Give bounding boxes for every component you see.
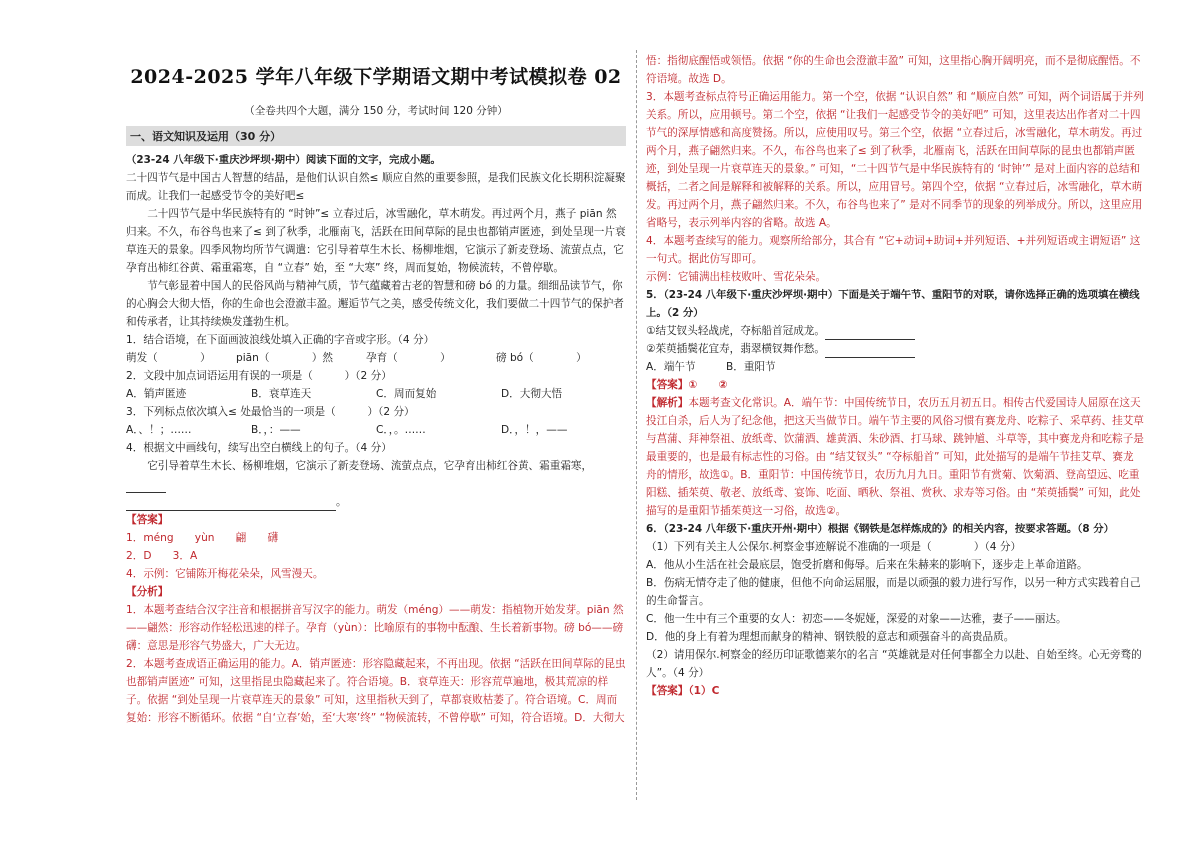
answer-label: 【答案】	[126, 514, 169, 526]
q3-option[interactable]: A．、！；……	[126, 424, 192, 436]
question-2: 2．文段中加点词语运用有误的一项是（ ）（2 分）	[126, 370, 392, 382]
answer-line: 1．méng yùn 翩 礴	[126, 532, 279, 544]
q5-item	[646, 340, 1144, 358]
section-heading: 一、语文知识及运用（30 分）	[126, 126, 626, 146]
q6-subquestion-2: （2）请用保尔.柯察金的经历印证歌德莱尔的名言 “英雄就是对任何事都全力以赴、自始至终。心无旁骛的人”。（4 分）	[646, 649, 1142, 679]
answer-line: 4．示例：它铺陈开梅花朵朵，风雪漫天。	[126, 568, 324, 580]
question-2-options	[126, 385, 626, 403]
question-4-text	[126, 457, 626, 493]
column-divider	[636, 50, 637, 800]
q5-option[interactable]: A．端午节	[646, 361, 696, 373]
answer-line: 2．D 3．A	[126, 550, 198, 562]
analysis-paragraph: 2．本题考查成语正确运用的能力。A．销声匿迹：形容隐藏起来，不再出现。依据 “活跃在田间草际的昆虫也都销声匿迹” 可知，这里指昆虫隐藏起来了。符合语境。B．衰草连天：形容荒草遍地，极其荒凉的样子。依据 “到处呈现一片衰草连天的景象” 可知，这里指秋天到了，草都衰败枯萎了。符合语境。C．周而复始：形容不断循环。依据 “自‘立春’始，至‘大寒’终” “物候流转，不曾停歇” 可知，符合语境。D．大彻大	[126, 658, 626, 724]
answer-blank[interactable]	[126, 498, 336, 511]
q3-option[interactable]: C．，。……	[376, 424, 426, 436]
question-6: 6．（23-24 八年级下·重庆开州·期中）根据《钢铁是怎样炼成的》的相关内容，按要求答题。（8 分）	[646, 523, 1115, 535]
question-3: 3．下列标点依次填入≤ 处最恰当的一项是（ ）（2 分）	[126, 406, 415, 418]
q3-option[interactable]: B．，：——	[251, 424, 301, 436]
q5-analysis	[646, 394, 1144, 520]
answer-blank[interactable]	[825, 327, 915, 340]
q2-option[interactable]: D．大彻大悟	[501, 388, 563, 400]
question-1: 1．结合语境，在下面画波浪线处填入正确的字音或字形。（4 分）	[126, 334, 435, 346]
analysis-label: 【分析】	[126, 586, 169, 598]
q4-sentence: 它引导着草生木长、杨柳堆烟，它演示了新麦登场、流萤点点，它孕育出柿红谷黄、霜重霜寒，	[147, 460, 593, 472]
question-4-blank-line: 。	[126, 493, 626, 511]
q2-option[interactable]: C．周而复始	[376, 388, 437, 400]
question-5: 5．（23-24 八年级下·重庆沙坪坝·期中）下面是关于端午节、重阳节的对联，请你选择正确的选项填在横线上。（2 分）	[646, 289, 1140, 319]
analysis-paragraph: 3．本题考查标点符号正确运用能力。第一个空，依据 “认识自然” 和 “顺应自然” 可知，两个词语属于并列关系。所以，应用顿号。第二个空，依据 “让我们一起感受节令的美好吧” 可知，这里表达出作者对二十四节气的深厚情感和高度赞扬。所以，应使用叹号。第三个空，依据 “立春过后，冰雪融化，草木萌发。再过两个月，燕子翩然归来。不久，布谷鸟也来了≤ 到了秋季，北雁南飞，活跃在田间草际的昆虫也都销声匿迹，到处呈现一片衰草连天的景象。” 可知，“二十四节气是中华民族特有的 ‘时钟’” 是对上面内容的总结和概括，二者之间是解释和被解释的关系。所以，应用冒号。第四个空，依据 “立春过后，冰雪融化，草木萌发。再过两个月，燕子翩然归来。不久，布谷鸟也来了” 是对不同季节的现象的列举成分。所以，这里应用省略号，表示列举内容的省略。故选 A。	[646, 91, 1144, 229]
q6-answer: 【答案】（1）C	[646, 685, 720, 697]
q1-item[interactable]: 萌发（ ）	[126, 352, 211, 364]
question-3-options	[126, 421, 626, 439]
question-1-items	[126, 349, 626, 367]
passage-paragraph-1: 二十四节气是中国古人智慧的结晶，是他们认识自然≤ 顺应自然的重要参照，是我们民族文化长期积淀凝聚而成。让我们一起感受节令的美好吧≤	[126, 172, 626, 202]
q1-item[interactable]: 孕育（ ）	[366, 352, 451, 364]
q6-option[interactable]: B．伤病无情夺走了他的健康，但他不向命运屈服，而是以顽强的毅力进行写作，以另一种方式实践着自己的生命誓言。	[646, 577, 1141, 607]
q5-answer: 【答案】① ②	[646, 379, 728, 391]
analysis-paragraph: 1．本题考查结合汉字注音和根据拼音写汉字的能力。萌发（méng）——萌发：指植物开始发芽。piān 然——翩然：形容动作轻松迅速的样子。孕育（yùn）：比喻原有的事物中酝酿、生长着新事物。磅 bó——磅礴：意思是形容气势盛大，广大无边。	[126, 604, 624, 652]
q5-option[interactable]: B．重阳节	[726, 361, 776, 373]
q6-option[interactable]: D．他的身上有着为理想而献身的精神、钢铁般的意志和顽强奋斗的高贵品质。	[646, 631, 1015, 643]
page-title: 2024-2025 学年八年级下学期语文期中考试模拟卷 02	[130, 66, 622, 88]
passage-paragraph-3: 节气彰显着中国人的民俗风尚与精神气质，节气蕴藏着古老的智慧和磅 bó 的力量。细细品读节气，你的心胸会大彻大悟，你的生命也会澄澈丰盈。邂逅节气之美，感受传统文化，我们要做二十四节气的保护者和传承者，让其持续焕发蓬勃生机。	[126, 280, 624, 328]
analysis-paragraph: 示例：它铺满出桂枝败叶、雪花朵朵。	[646, 271, 827, 283]
q5-analysis-text: 本题考查文化常识。A．端午节：中国传统节日，农历五月初五日。相传古代爱国诗人屈原在这天投江自杀，后人为了纪念他，把这天当做节日。端午节主要的风俗习惯有赛龙舟、吃粽子、采草药、挂艾草与菖蒲、拜神祭祖、放纸鸢、饮蒲酒、雄黄酒、朱砂酒、打马球、跳钟馗、斗草等，其中赛龙舟和吃粽子是最重要的，也是最有标志性的习俗。由 “结艾钗头” “夺标船首” 可知，此处描写的是端午节挂艾草、赛龙舟的情形，故选①。B．重阳节：中国传统节日，农历九月九日。重阳节有赏菊、饮菊酒、登高望远、吃重阳糕、插茱萸、敬老、放纸鸢、宴饰、吃面、晒秋、祭祖、赏秋、求寿等习俗。由 “茱萸插鬓” 可知，此处描写的是重阳节插茱萸这一习俗，故选②。	[646, 397, 1144, 517]
page-subtitle: （全卷共四个大题，满分 150 分，考试时间 120 分钟）	[244, 105, 508, 117]
q5-couplet: ②茱萸插鬓花宜寿，翡翠横钗舞作愁。	[646, 343, 825, 355]
q3-option[interactable]: D．，！，——	[501, 424, 568, 436]
q5-item	[646, 322, 1144, 340]
answer-blank[interactable]	[825, 345, 915, 358]
q1-item[interactable]: 磅 bó（ ）	[496, 352, 587, 364]
analysis-continued: 悟：指彻底醒悟或领悟。依据 “你的生命也会澄澈丰盈” 可知，这里指心胸开阔明亮，而不是彻底醒悟。不符语境。故选 D。	[646, 55, 1141, 85]
question-5-options	[646, 358, 1144, 376]
q5-analysis-label: 【解析】	[646, 397, 689, 409]
left-column	[126, 60, 626, 840]
right-column	[646, 52, 1144, 842]
passage-paragraph-2: 二十四节气是中华民族特有的 “时钟”≤ 立春过后，冰雪融化，草木萌发。再过两个月，燕子 piān 然归来。不久，布谷鸟也来了≤ 到了秋季，北雁南飞，活跃在田间草际的昆虫也都销声匿迹，到处呈现一片衰草连天的景象。四季风物均所节气调遣：它引导着草生木长、杨柳堆烟，它演示了新麦登场、流萤点点，它孕育出柿红谷黄、霜重霜寒，自 “立春” 始，至 “大寒” 终，周而复始，物候流转，不曾停歇。	[126, 208, 626, 274]
question-4: 4．根据文中画线句，续写出空白横线上的句子。（4 分）	[126, 442, 392, 454]
q6-option[interactable]: A．他从小生活在社会最底层，饱受折磨和侮辱。后来在朱赫来的影响下，逐步走上革命道路。	[646, 559, 1088, 571]
answer-blank[interactable]	[126, 480, 166, 493]
q2-option[interactable]: B．衰草连天	[251, 388, 312, 400]
question-source: （23-24 八年级下·重庆沙坪坝·期中）阅读下面的文字，完成小题。	[126, 154, 441, 166]
q5-couplet: ①结艾钗头轻战虎，夺标船首冠成龙。	[646, 325, 825, 337]
q2-option[interactable]: A．销声匿迹	[126, 388, 187, 400]
q6-option[interactable]: C．他一生中有三个重要的女人：初恋——冬妮娅，深爱的对象——达雅，妻子——丽达。	[646, 613, 1067, 625]
analysis-paragraph: 4．本题考查续写的能力。观察所给部分，其合有 “它+动词+助词+并列短语、+并列短语或主谓短语” 这一句式。据此仿写即可。	[646, 235, 1141, 265]
q6-subquestion-1: （1）下列有关主人公保尔.柯察金事迹解说不准确的一项是（ ）（4 分）	[646, 541, 1022, 553]
q1-item[interactable]: piān（ ）然	[236, 352, 334, 364]
